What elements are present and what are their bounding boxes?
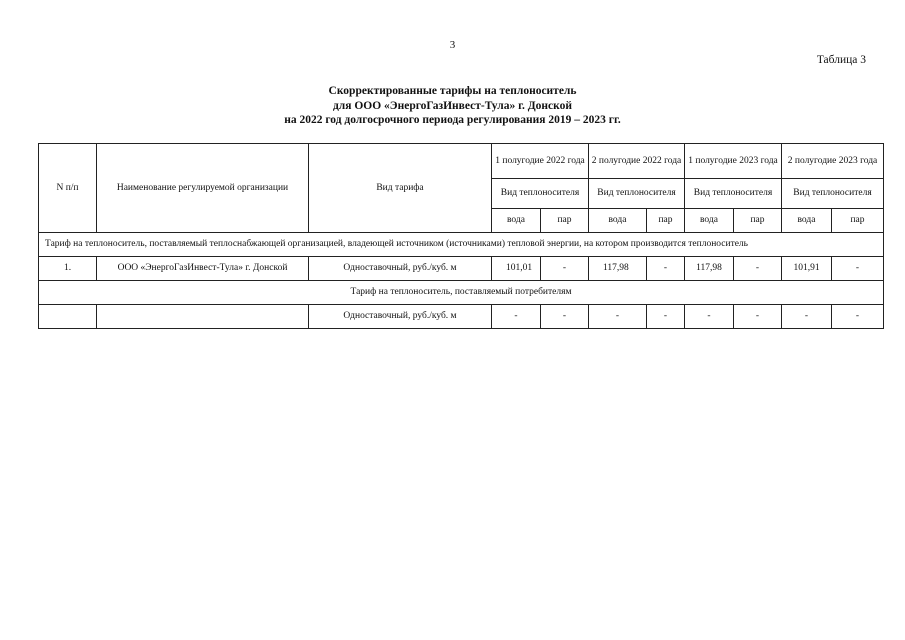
value-cell: -	[685, 305, 734, 329]
value-cell: -	[589, 305, 647, 329]
title-line-1: Скорректированные тарифы на теплоноситель	[328, 85, 577, 97]
value-cell: -	[782, 305, 832, 329]
header-org: Наименование регулируемой организации	[97, 144, 309, 233]
section-title-source: Тариф на теплоноситель, поставляемый теплоснабжающей организацией, владеющей источником (источниками) тепловой энергии, на котором производится теплоноситель	[39, 233, 884, 257]
title-line-2: для ООО «ЭнергоГазИнвест-Тула» г. Донской	[332, 99, 573, 112]
section-row-1	[39, 233, 884, 257]
row-org	[97, 305, 309, 329]
header-row-periods	[39, 144, 884, 179]
header-steam: пар	[832, 209, 884, 233]
row-num	[39, 305, 97, 329]
value-cell: -	[734, 257, 782, 281]
header-steam: пар	[541, 209, 589, 233]
value-cell: -	[647, 257, 685, 281]
header-carrier-kind-3: Вид теплоносителя	[685, 179, 782, 209]
header-steam: пар	[647, 209, 685, 233]
value-cell: -	[734, 305, 782, 329]
header-carrier-kind-1: Вид теплоносителя	[492, 179, 589, 209]
row-num: 1.	[39, 257, 97, 281]
row-tariff: Одноставочный, руб./куб. м	[309, 257, 492, 281]
value-cell: -	[492, 305, 541, 329]
value-cell: -	[832, 257, 884, 281]
header-num: N п/п	[39, 144, 97, 233]
title-line-3: на 2022 год долгосрочного периода регулирования 2019 – 2023 гг.	[284, 114, 621, 126]
value-cell: 101,91	[782, 257, 832, 281]
page-number: 3	[449, 39, 456, 51]
section-row-2	[39, 281, 884, 305]
value-cell: 101,01	[492, 257, 541, 281]
header-period-3: 1 полугодие 2023 года	[685, 144, 782, 179]
header-carrier-kind-4: Вид теплоносителя	[782, 179, 884, 209]
header-water: вода	[685, 209, 734, 233]
header-tariff-kind: Вид тарифа	[309, 144, 492, 233]
value-cell: 117,98	[685, 257, 734, 281]
header-period-4: 2 полугодие 2023 года	[782, 144, 884, 179]
table-row	[39, 257, 884, 281]
header-steam: пар	[734, 209, 782, 233]
header-period-2: 2 полугодие 2022 года	[589, 144, 685, 179]
header-water: вода	[782, 209, 832, 233]
table-row	[39, 305, 884, 329]
value-cell: -	[832, 305, 884, 329]
document-title	[0, 84, 905, 128]
row-tariff: Одноставочный, руб./куб. м	[309, 305, 492, 329]
tariff-table	[38, 143, 884, 329]
section-title-consumers: Тариф на теплоноситель, поставляемый потребителям	[39, 281, 884, 305]
value-cell: -	[541, 257, 589, 281]
value-cell: 117,98	[589, 257, 647, 281]
header-water: вода	[589, 209, 647, 233]
table-label: Таблица 3	[816, 54, 866, 66]
row-org: ООО «ЭнергоГазИнвест-Тула» г. Донской	[97, 257, 309, 281]
header-water: вода	[492, 209, 541, 233]
header-carrier-kind-2: Вид теплоносителя	[589, 179, 685, 209]
value-cell: -	[647, 305, 685, 329]
value-cell: -	[541, 305, 589, 329]
header-period-1: 1 полугодие 2022 года	[492, 144, 589, 179]
